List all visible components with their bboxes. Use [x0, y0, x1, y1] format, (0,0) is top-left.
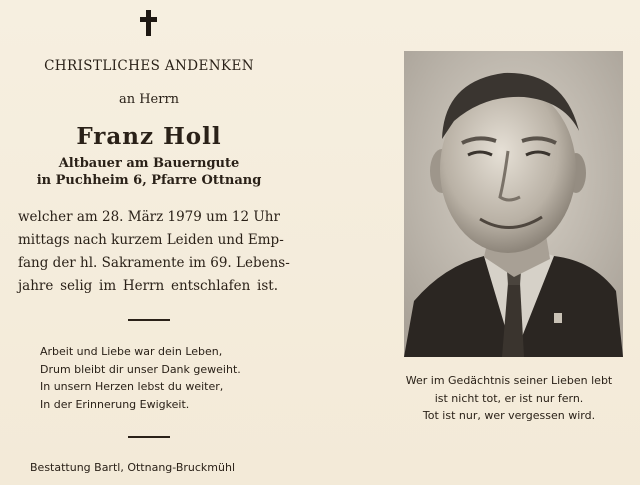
poem-line: In unsern Herzen lebst du weiter,	[40, 380, 224, 393]
portrait-photo	[404, 51, 623, 357]
poem-line: In der Erinnerung Ewigkeit.	[40, 397, 190, 411]
obituary-line: welcher am 28. März 1979 um 12 Uhr	[18, 209, 280, 225]
obituary-line: mittags nach kurzem Leiden und Emp-	[18, 232, 284, 248]
funeral-home: Bestattung Bartl, Ottnang-Bruckmühl	[30, 461, 236, 474]
card-title: CHRISTLICHES ANDENKEN	[44, 58, 254, 74]
deceased-name: Franz Holl	[76, 123, 222, 150]
divider	[128, 436, 170, 438]
quote-line: ist nicht tot, er ist nur fern.	[434, 391, 584, 405]
deceased-residence: in Puchheim 6, Pfarre Ottnang	[36, 173, 262, 188]
dedication-line: an Herrn	[118, 92, 180, 107]
poem	[40, 343, 290, 413]
cross-icon	[140, 10, 158, 36]
poem-line: Arbeit und Liebe war dein Leben,	[40, 345, 223, 358]
quote-line: Wer im Gedächtnis seiner Lieben lebt	[405, 374, 613, 387]
memorial-quote	[384, 372, 634, 425]
obituary-line: jahre selig im Herrn entschlafen ist.	[18, 278, 278, 294]
obituary-line: fang der hl. Sakramente im 69. Lebens-	[18, 255, 290, 271]
quote-line: Tot ist nur, wer vergessen wird.	[422, 409, 596, 422]
divider	[128, 319, 170, 321]
deceased-occupation: Altbauer am Bauerngute	[58, 156, 240, 171]
obituary-text	[18, 206, 290, 298]
poem-line: Drum bleibt dir unser Dank geweiht.	[40, 362, 241, 376]
